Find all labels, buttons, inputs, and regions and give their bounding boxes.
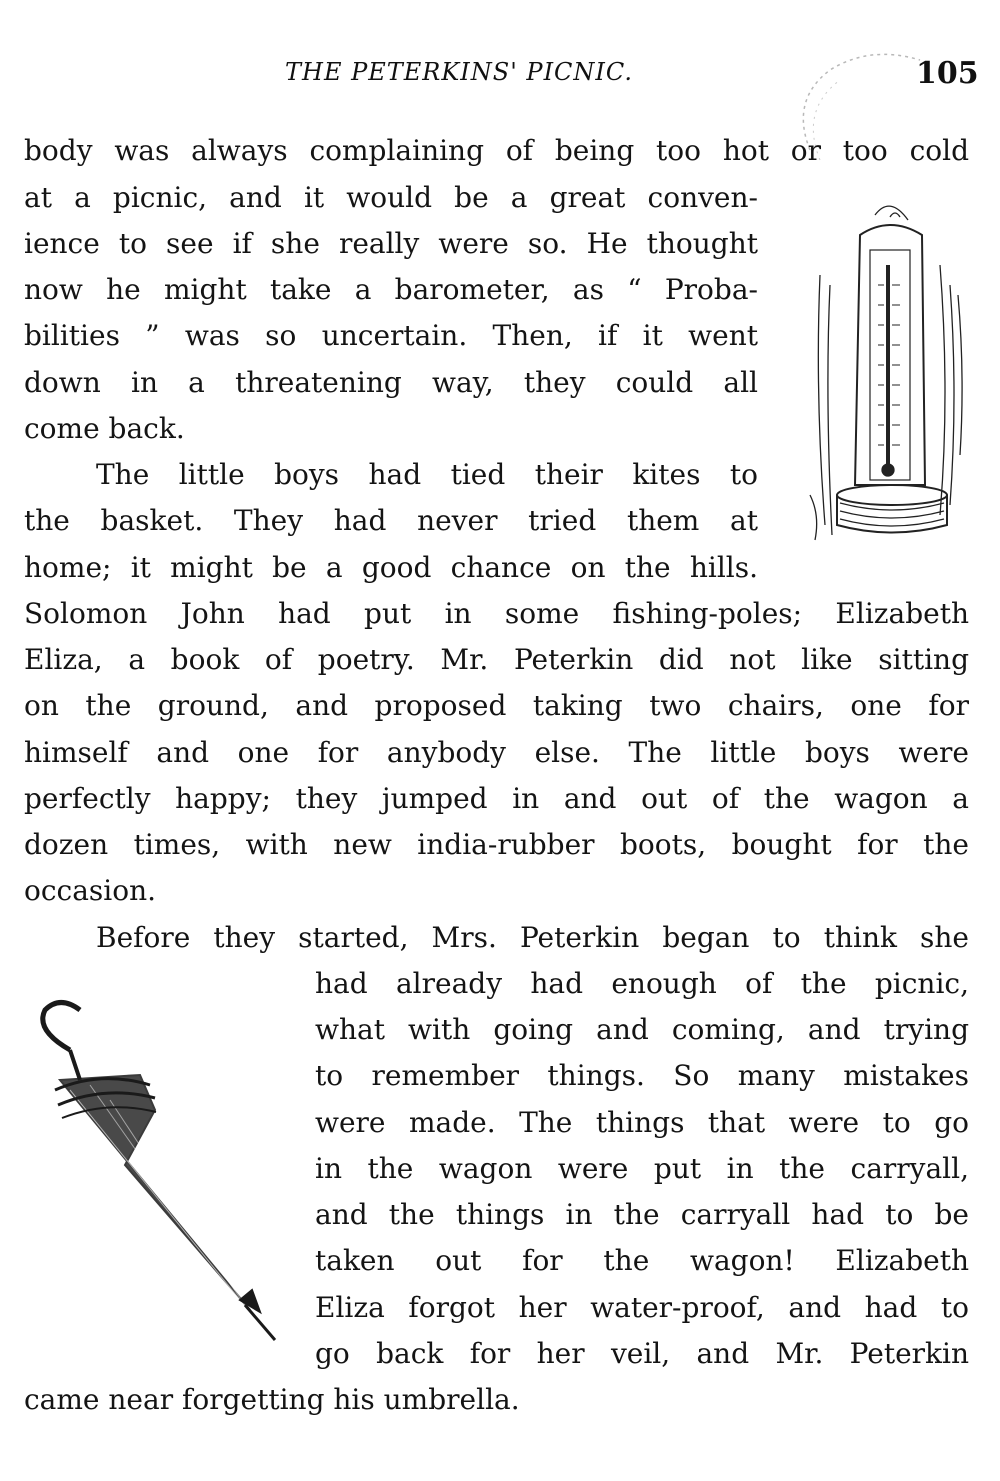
text-line: taken out for the wagon! Elizabeth: [315, 1244, 969, 1277]
text-line: bilities ” was so uncertain. Then, if it went: [24, 319, 758, 352]
text-line: Solomon John had put in some fishing-poles; Elizabeth: [24, 597, 969, 630]
text-line: at a picnic, and it would be a great conven-: [24, 181, 758, 214]
text-line: Before they started, Mrs. Peterkin began to think she: [96, 921, 969, 954]
barometer-illustration-icon: [800, 195, 975, 555]
text-line: go back for her veil, and Mr. Peterkin: [315, 1337, 969, 1370]
text-line: perfectly happy; they jumped in and out of the wagon a: [24, 782, 969, 815]
text-line: came near forgetting his umbrella.: [24, 1383, 520, 1416]
text-line: Eliza forgot her water-proof, and had to: [315, 1291, 969, 1324]
text-line: Eliza, a book of poetry. Mr. Peterkin did not like sitting: [24, 643, 969, 676]
running-title: THE PETERKINS' PICNIC.: [285, 58, 634, 86]
text-line: down in a threatening way, they could all: [24, 366, 758, 399]
text-line: home; it might be a good chance on the hills.: [24, 551, 758, 584]
text-line: were made. The things that were to go: [315, 1106, 969, 1139]
text-line: had already had enough of the picnic,: [315, 967, 969, 1000]
text-line: now he might take a barometer, as “ Proba-: [24, 273, 758, 306]
umbrella-illustration-icon: [30, 990, 290, 1350]
text-line: ience to see if she really were so. He thought: [24, 227, 758, 260]
text-line: what with going and coming, and trying: [315, 1013, 969, 1046]
text-line: in the wagon were put in the carryall,: [315, 1152, 969, 1185]
text-line: occasion.: [24, 874, 157, 907]
text-line: himself and one for anybody else. The little boys were: [24, 736, 969, 769]
page-number: 105: [916, 56, 979, 91]
text-line: dozen times, with new india-rubber boots, bought for the: [24, 828, 969, 861]
text-line: body was always complaining of being too hot or too cold: [24, 134, 969, 167]
library-stamp-icon: [770, 40, 950, 200]
text-line: and the things in the carryall had to be: [315, 1198, 969, 1231]
text-line: to remember things. So many mistakes: [315, 1059, 969, 1092]
text-line: The little boys had tied their kites to: [96, 458, 758, 491]
text-line: come back.: [24, 412, 185, 445]
text-line: the basket. They had never tried them at: [24, 504, 758, 537]
text-line: on the ground, and proposed taking two chairs, one for: [24, 689, 969, 722]
